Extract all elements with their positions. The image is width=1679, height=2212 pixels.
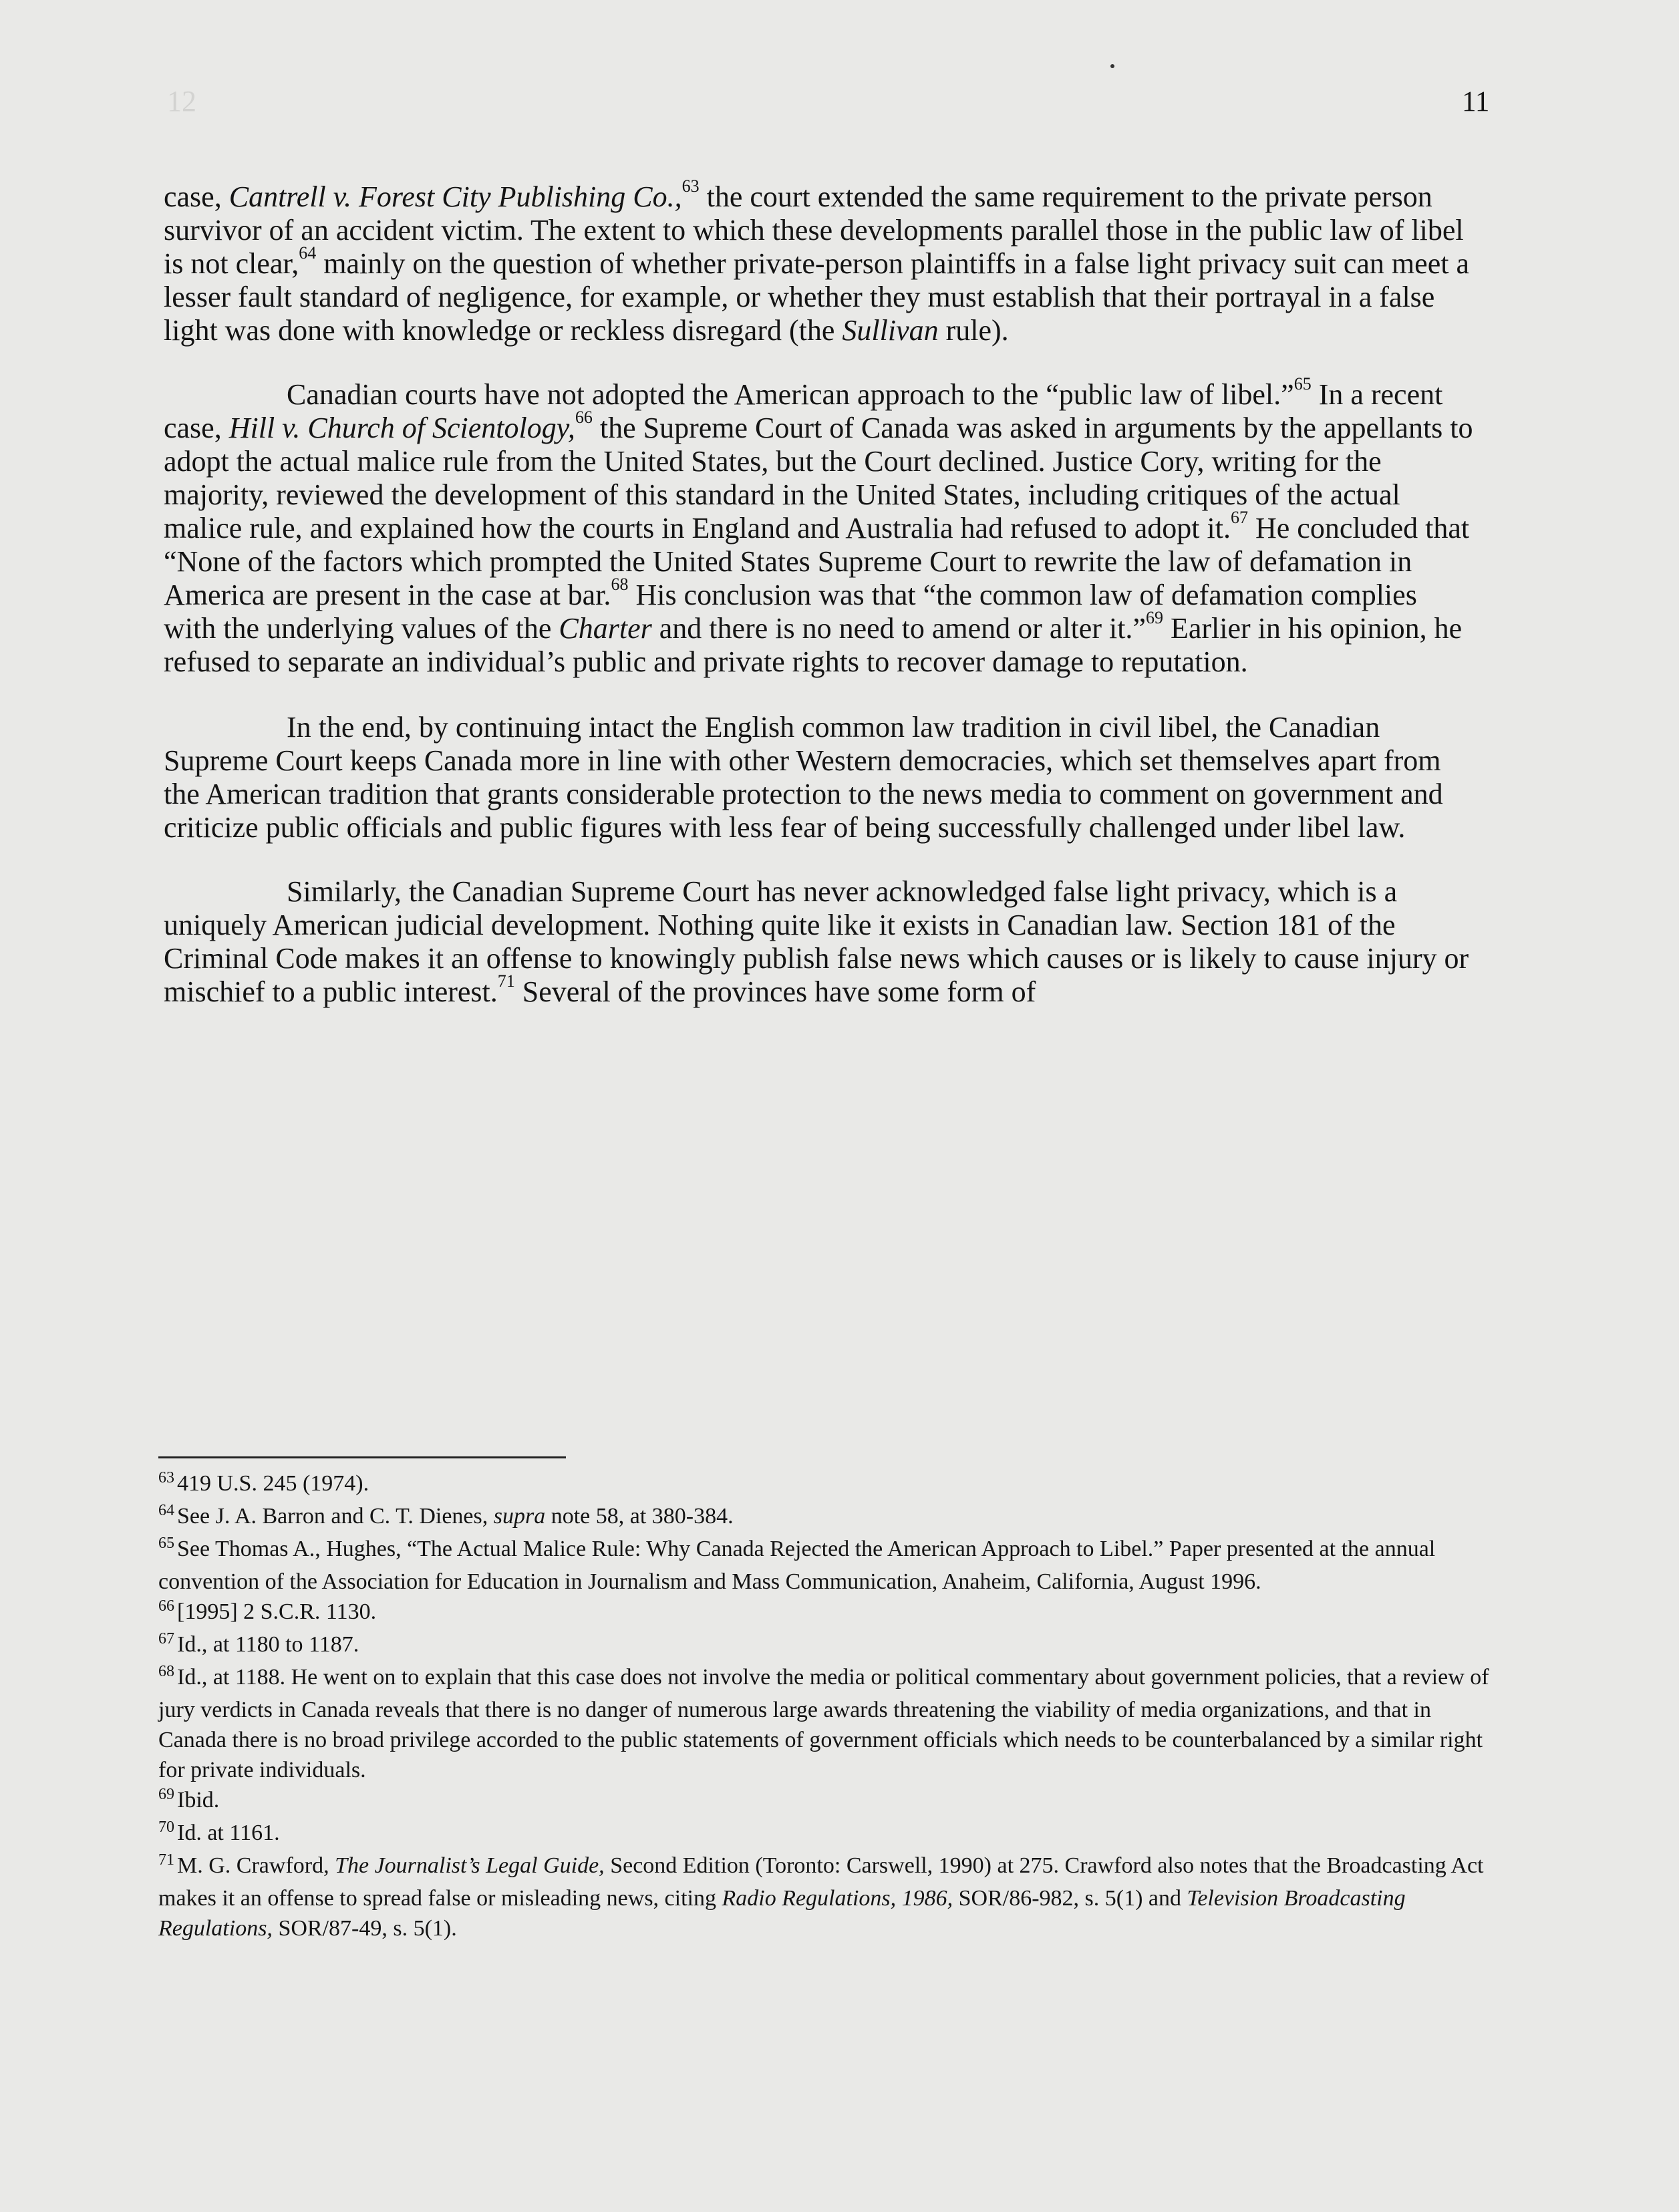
footnote-number: 65 — [158, 1535, 174, 1552]
footnote-number: 71 — [158, 1851, 174, 1869]
text: In a recent case, — [164, 378, 1443, 444]
charter-title: Charter — [559, 612, 652, 645]
footnote-ref: 68 — [611, 575, 629, 595]
footnote-text: supra — [493, 1504, 546, 1529]
stray-mark — [1110, 64, 1114, 68]
footnote-text: Second Edition (Toronto: Carswell, 1990) at 275. Crawford also notes that the Broadcasting Act makes it an offense to spread false or misleading news, citing — [158, 1853, 1484, 1911]
bleed-through-page-number: 12 — [167, 85, 196, 118]
footnote-63 — [158, 1468, 1495, 1501]
paragraph-2 — [164, 374, 1473, 679]
text: case, — [164, 180, 229, 213]
footnote-number: 69 — [158, 1786, 174, 1803]
text: He concluded that “None of the factors which prompted the United States Supreme Court to rewrite the law of defamation in America are present in the case at bar. — [164, 512, 1470, 611]
text: rule). — [938, 314, 1009, 347]
case-name: Sullivan — [842, 314, 939, 347]
footnote-67 — [158, 1629, 1495, 1662]
text: His conclusion was that “the common law of defamation complies with the underlying values of the — [164, 579, 1417, 645]
footnote-text: SOR/86-982, s. 5(1) and — [953, 1886, 1187, 1911]
text: Earlier in his opinion, he refused to separate an individual’s public and private rights to recover damage to reputation. — [164, 612, 1463, 678]
footnote-65 — [158, 1534, 1495, 1597]
paragraph-1 — [164, 176, 1473, 347]
footnote-ref: 66 — [575, 408, 593, 428]
footnote-ref: 63 — [681, 176, 700, 196]
book-title: The Journalist’s Legal Guide, — [335, 1853, 605, 1878]
regulation-title: Radio Regulations, 1986, — [722, 1886, 953, 1911]
footnote-66 — [158, 1597, 1495, 1629]
footnote-70 — [158, 1818, 1495, 1851]
footnote-64 — [158, 1501, 1495, 1534]
footnote-text: Id. at 1161. — [177, 1821, 280, 1845]
footnote-ref: 67 — [1230, 508, 1248, 528]
paragraph-4 — [164, 875, 1473, 1009]
footnote-68 — [158, 1662, 1495, 1785]
footnote-text: note 58, at 380-384. — [545, 1504, 734, 1529]
regulation-title: Television Broadcasting Regulations, — [158, 1886, 1406, 1941]
footnote-text: M. G. Crawford, — [177, 1853, 335, 1878]
footnote-ref: 69 — [1145, 608, 1163, 628]
text: Several of the provinces have some form of — [514, 975, 1036, 1008]
text: and there is no need to amend or alter it.” — [651, 612, 1146, 645]
body-text — [164, 176, 1473, 1009]
footnote-71 — [158, 1851, 1495, 1943]
paragraph-3: In the end, by continuing intact the English common law tradition in civil libel, the Canadian Supreme Court keeps Canada more in line with other Western democracies, which set themselves apart from the American tradition that grants considerable protection to the news media to comment on government and criticize public officials and public figures with less fear of being successfully challenged under libel law. — [164, 711, 1443, 844]
footnotes — [158, 1468, 1495, 1943]
footnote-ref: 71 — [497, 971, 515, 991]
footnote-number: 64 — [158, 1502, 174, 1519]
footnote-text: See Thomas A., Hughes, “The Actual Malice Rule: Why Canada Rejected the American Approach to Libel.” Paper presented at the annual convention of the Association for Education in Journalism and Mass Communication, Anaheim, California, August 1996. — [158, 1537, 1436, 1594]
text: mainly on the question of whether private-person plaintiffs in a false light privacy suit can meet a lesser fault standard of negligence, for example, or whether they must establish that their portrayal in a false light was done with knowledge or reckless disregard (the — [164, 247, 1469, 347]
footnote-text: Ibid. — [177, 1788, 220, 1812]
text: the Supreme Court of Canada was asked in arguments by the appellants to adopt the actual malice rule from the United States, but the Court declined. Justice Cory, writing for the majority, reviewed the development of this standard in the United States, including critiques of the actual malice rule, and explained how the courts in England and Australia had refused to adopt it. — [164, 412, 1473, 544]
footnote-text: Id., at 1188. He went on to explain that this case does not involve the media or political commentary about government policies, that a review of jury verdicts in Canada reveals that there is no danger of numerous large awards threatening the viability of media organizations, and that in Canada there is no broad privilege accorded to the public statements of government officials which needs to be counterbalanced by a similar right for private individuals. — [158, 1665, 1489, 1782]
case-name: Hill v. Church of Scientology, — [228, 412, 575, 444]
text: the court extended the same requirement to the private person survivor of an accident victim. The extent to which these developments parallel those in the public law of libel is not clear, — [164, 180, 1464, 280]
footnote-number: 63 — [158, 1469, 174, 1486]
footnote-text: [1995] 2 S.C.R. 1130. — [177, 1599, 377, 1624]
case-name: Cantrell v. Forest City Publishing Co., — [228, 180, 682, 213]
text: Canadian courts have not adopted the American approach to the “public law of libel.” — [287, 378, 1294, 411]
page-number: 11 — [1462, 86, 1490, 118]
footnote-divider — [158, 1456, 566, 1458]
footnote-text: SOR/87-49, s. 5(1). — [272, 1916, 457, 1941]
footnote-69 — [158, 1785, 1495, 1818]
footnote-ref: 64 — [299, 243, 317, 263]
footnote-text: 419 U.S. 245 (1974). — [177, 1471, 369, 1496]
footnote-text: See J. A. Barron and C. T. Dienes, — [177, 1504, 494, 1529]
footnote-text: Id., at 1180 to 1187. — [177, 1632, 359, 1657]
footnote-number: 68 — [158, 1663, 174, 1680]
footnote-number: 67 — [158, 1630, 174, 1647]
footnote-number: 66 — [158, 1597, 174, 1615]
footnote-ref: 65 — [1293, 374, 1312, 394]
text: Similarly, the Canadian Supreme Court has never acknowledged false light privacy, which is a uniquely American judicial development. Nothing quite like it exists in Canadian law. Section 181 of the Criminal Code makes it an offense to knowingly publish false news which causes or is likely to cause injury or mischief to a public interest. — [164, 875, 1469, 1008]
footnote-number: 70 — [158, 1819, 174, 1836]
